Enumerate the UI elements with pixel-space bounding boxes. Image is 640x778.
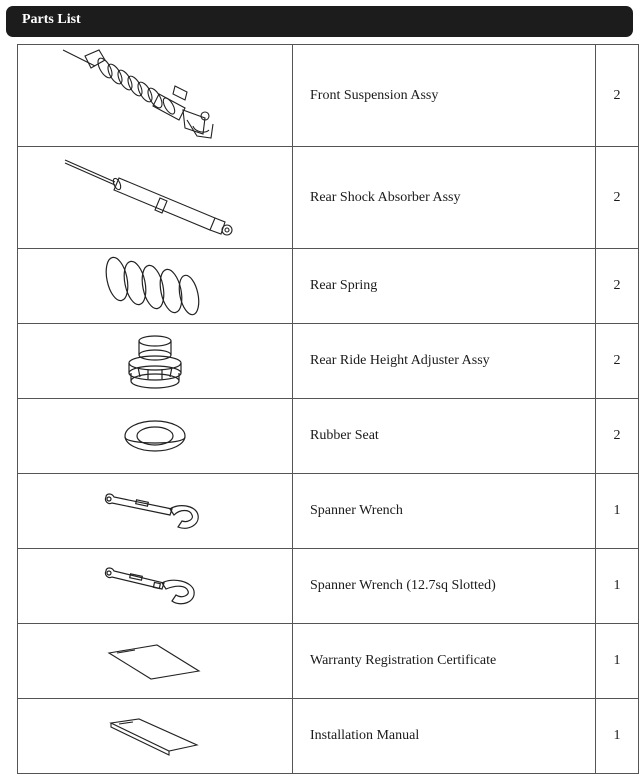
section-title: Parts List — [22, 12, 81, 27]
part-image-cell — [18, 45, 293, 147]
table-row — [18, 474, 639, 549]
rear-shock-illustration — [55, 150, 255, 246]
part-qty: 2 — [596, 147, 639, 249]
part-qty: 2 — [596, 249, 639, 324]
part-qty: 1 — [596, 474, 639, 549]
table-row — [18, 549, 639, 624]
part-qty: 2 — [596, 399, 639, 474]
table-row — [18, 399, 639, 474]
part-name: Rear Ride Height Adjuster Assy — [293, 324, 596, 399]
part-qty: 1 — [596, 624, 639, 699]
section-header — [6, 6, 633, 37]
table-row — [18, 249, 639, 324]
part-image-cell — [18, 474, 293, 549]
spanner-wrench-illustration — [100, 489, 210, 533]
table-row — [18, 324, 639, 399]
part-name: Front Suspension Assy — [293, 45, 596, 147]
part-qty: 2 — [596, 324, 639, 399]
table-row — [18, 699, 639, 774]
part-image-cell — [18, 324, 293, 399]
front-suspension-illustration — [55, 46, 255, 146]
certificate-illustration — [105, 641, 205, 681]
parts-table — [17, 44, 639, 774]
part-qty: 1 — [596, 699, 639, 774]
table-row — [18, 45, 639, 147]
part-name: Rear Spring — [293, 249, 596, 324]
part-name: Installation Manual — [293, 699, 596, 774]
part-name: Spanner Wrench — [293, 474, 596, 549]
rear-spring-illustration — [95, 253, 215, 319]
rubber-seat-illustration — [120, 416, 190, 456]
part-qty: 1 — [596, 549, 639, 624]
manual-illustration — [105, 715, 205, 757]
part-image-cell — [18, 147, 293, 249]
part-qty: 2 — [596, 45, 639, 147]
part-name: Rear Shock Absorber Assy — [293, 147, 596, 249]
part-image-cell — [18, 549, 293, 624]
part-image-cell — [18, 399, 293, 474]
part-image-cell — [18, 624, 293, 699]
part-image-cell — [18, 249, 293, 324]
part-name: Warranty Registration Certificate — [293, 624, 596, 699]
slotted-spanner-illustration — [100, 561, 210, 611]
table-row — [18, 624, 639, 699]
table-row — [18, 147, 639, 249]
part-name: Spanner Wrench (12.7sq Slotted) — [293, 549, 596, 624]
part-image-cell — [18, 699, 293, 774]
height-adjuster-illustration — [120, 329, 190, 393]
part-name: Rubber Seat — [293, 399, 596, 474]
